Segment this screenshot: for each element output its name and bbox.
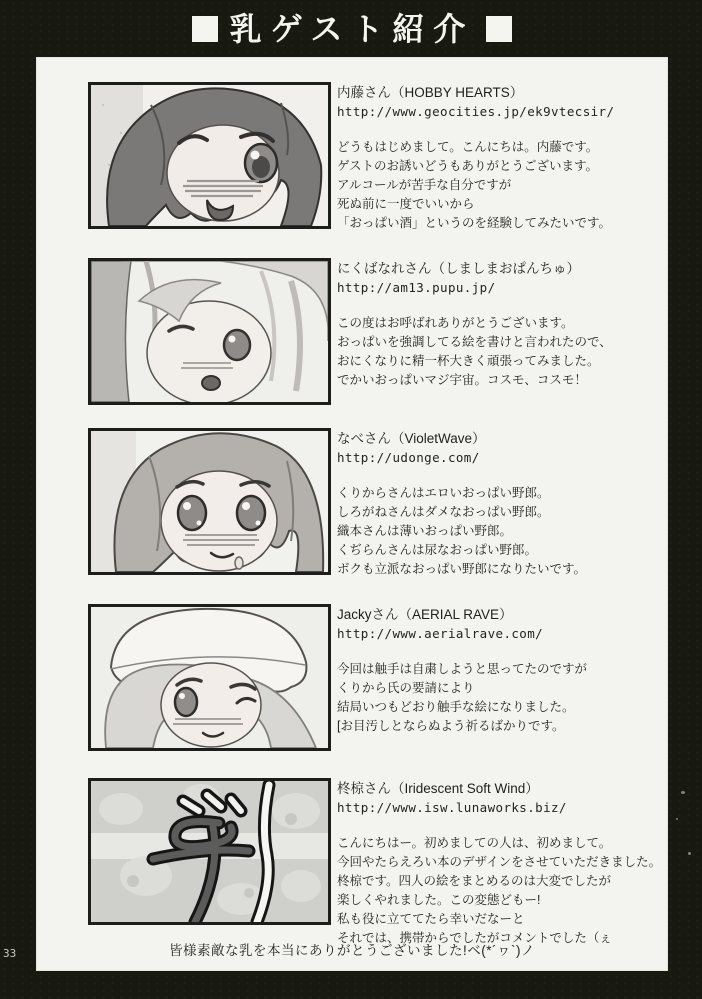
comment-line: くりから氏の要請により [337,681,475,695]
scan-speckle [688,852,691,855]
guest-name: にくばなれさん（しましまおぱんちゅ） [337,261,580,276]
guest-url: http://www.aerialrave.com/ [337,626,544,641]
comment-line: それでは、携帯からでしたがコメントでした（ぇ [337,931,612,945]
comment-line: おにくなりに精一杯大きく頑張ってみました。 [337,354,600,368]
comment-line: 今回やたらえろい本のデザインをさせていただきました。 [337,855,662,869]
guest-name: なべさん（VioletWave） [337,431,486,446]
guest-illustration-5 [88,778,331,925]
guest-entry-5 [36,778,668,945]
comment-line: 今回は触手は自粛しようと思ってたのですが [337,662,588,676]
guest-url: http://udonge.com/ [337,450,480,465]
comment-line: ボクも立派なおっぱい野郎になりたいです。 [337,562,587,576]
guest-comments [337,314,664,390]
comment-line: くぢらんさんは尿なおっぱい野郎。 [337,543,538,557]
guest-name: 柊椋さん（Iridescent Soft Wind） [337,781,539,796]
guest-illustration-1 [88,82,331,229]
page-body [36,57,668,971]
guest-illustration-2 [88,258,331,405]
comment-line: ゲストのお誘いどうもありがとうございます。 [337,159,599,173]
footer-thanks: 皆様素敵な乳を本当にありがとうございました!ベ(*´ヮ`)ノ [169,943,535,958]
comment-line: 死ぬ前に一度でいいから [337,197,475,211]
title-square-left-icon [192,16,218,42]
guest-comments [337,138,664,233]
comment-line: しろがねさんはダメなおっぱい野郎。 [337,505,550,519]
comment-line: 織本さんは薄いおっぱい野郎。 [337,524,513,538]
comment-line: でかいおっぱいマジ宇宙。コスモ、コスモ！ [337,373,587,387]
guest-comments [337,484,664,579]
comment-line: くりからさんはエロいおっぱい野郎。 [337,486,550,500]
page-title: 乳ゲスト紹介 [229,10,475,47]
title-square-right-icon [486,16,512,42]
comment-line: こんにちはー。初めましての人は、初めまして。 [337,836,612,850]
comment-line: 私も役に立ててたら幸いだなーと [337,912,525,926]
comment-line: 楽しくやれました。この変態どもー! [337,893,541,907]
guest-comments [337,660,664,736]
guest-entry-1 [36,82,668,234]
guest-name: 内藤さん（HOBBY HEARTS） [337,85,524,100]
scan-speckle [681,791,685,794]
comment-line: [お目汚しとならぬよう祈るばかりです。 [337,719,565,733]
comment-line: どうもはじめまして。こんにちは。内藤です。 [337,140,599,154]
comment-line: 「おっぱい酒」というのを経験してみたいです。 [337,216,612,230]
guest-illustration-4 [88,604,331,751]
guest-entry-3 [36,428,668,580]
comment-line: 柊椋です。四人の絵をまとめるのは大変でしたが [337,874,612,888]
guest-name: Jackyさん（AERIAL RAVE） [337,607,513,622]
page-number: 33 [3,947,17,960]
comment-line: この度はお呼ばれありがとうございます。 [337,316,574,330]
comment-line: おっぱいを強調してる絵を書けと言われたので、 [337,335,612,349]
guest-url: http://www.geocities.jp/ek9vtecsir/ [337,104,615,119]
guest-entry-2 [36,258,668,410]
scan-speckle [676,818,678,820]
page-header [36,0,668,57]
comment-line: 結局いつもどおり触手な絵になりました。 [337,700,575,714]
comment-line: アルコールが苦手な自分ですが [337,178,512,192]
guest-url: http://www.isw.lunaworks.biz/ [337,800,567,815]
guest-entry-4 [36,604,668,756]
guest-url: http://am13.pupu.jp/ [337,280,496,295]
guest-illustration-3 [88,428,331,575]
guest-comments [337,834,664,948]
